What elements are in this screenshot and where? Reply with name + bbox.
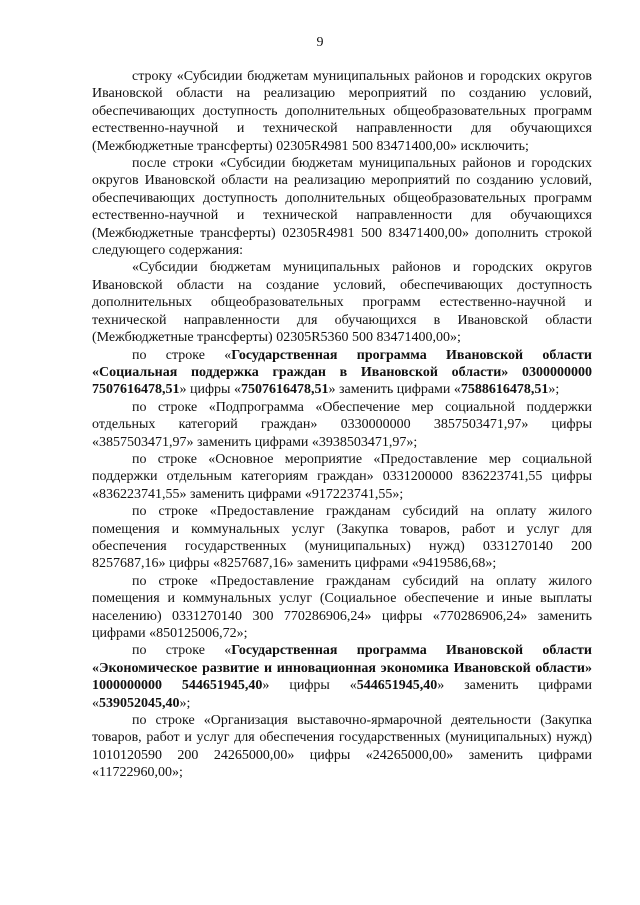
- text-run: по строке «Организация выставочно-ярмарочной деятельности (Закупка товаров, работ и услуг для обеспечения государственных (муниципальных) нужд) 1010120590 200 24265000,00» цифры «24265000,00» заменить цифрами «11722960,00»;: [92, 713, 592, 781]
- paragraph: [92, 68, 592, 155]
- text-run: »;: [548, 382, 560, 398]
- text-run: по строке «Предоставление гражданам субсидий на оплату жилого помещения и коммунальных услуг (Закупка товаров, работ и услуг для обеспечения государственных (муниципальных) нужд) 0331270140 200 8257687,16» цифры «8257687,16» заменить цифрами «9419586,68»;: [92, 504, 592, 572]
- text-run: » цифры «: [262, 678, 357, 694]
- paragraph: [92, 399, 592, 451]
- text-run: по строке «: [132, 643, 232, 659]
- paragraph: [92, 573, 592, 643]
- bold-text-run: 544651945,40: [356, 678, 438, 694]
- text-run: по строке «Предоставление гражданам субсидий на оплату жилого помещения и коммунальных услуг (Социальное обеспечение и иные выплаты населению) 0331270140 300 770286906,24» цифры «770286906,24» заменить цифрами «850125006,72»;: [92, 573, 592, 641]
- document-body: [92, 68, 592, 782]
- bold-text-run: 7588616478,51: [460, 382, 549, 398]
- paragraph: [92, 712, 592, 782]
- text-run: »;: [179, 695, 191, 711]
- page-number: 9: [316, 35, 324, 50]
- text-run: » заменить цифрами «: [92, 678, 592, 711]
- bold-text-run: 7507616478,51: [240, 382, 329, 398]
- text-run: по строке «: [132, 347, 232, 363]
- text-run: » заменить цифрами «: [328, 382, 461, 398]
- text-run: «Субсидии бюджетам муниципальных районов и городских округов Ивановской области на создание условий, обеспечивающих доступность дополнительных общеобразовательных программ естественно-научной и технической направленности для обучающихся в Ивановской области (Межбюджетные трансферты) 02305R5360 500 83471400,00»;: [92, 260, 592, 346]
- bold-text-run: Государственная программа Ивановской области «Социальная поддержка граждан в Ивановской области» 0300000000 7507616478,51: [92, 347, 592, 398]
- paragraph: [92, 642, 592, 712]
- paragraph: [92, 347, 592, 399]
- bold-text-run: 539052045,40: [99, 695, 180, 711]
- text-run: строку «Субсидии бюджетам муниципальных районов и городских округов Ивановской области на реализацию мероприятий по созданию условий, обеспечивающих доступность дополнительных общеобразовательных программ естественно-научной и технической направленности для обучающихся (Межбюджетные трансферты) 02305R4981 500 83471400,00» исключить;: [92, 69, 592, 154]
- paragraph: [92, 259, 592, 346]
- paragraph: [92, 451, 592, 503]
- text-run: по строке «Подпрограмма «Обеспечение мер социальной поддержки отдельных категорий граждан» 0330000000 3857503471,97» цифры «3857503471,97» заменить цифрами «3938503471,97»;: [92, 399, 592, 450]
- text-run: » цифры «: [179, 382, 241, 398]
- bold-text-run: Государственная программа Ивановской области «Экономическое развитие и инновационная экономика Ивановской области» 1000000000 544651945,40: [92, 643, 592, 694]
- paragraph: [92, 503, 592, 573]
- text-run: по строке «Основное мероприятие «Предоставление мер социальной поддержки отдельным категориям граждан» 0331200000 836223741,55 цифры «836223741,55» заменить цифрами «917223741,55»;: [92, 451, 592, 502]
- text-run: после строки «Субсидии бюджетам муниципальных районов и городских округов Ивановской области на реализацию мероприятий по созданию условий, обеспечивающих доступность дополнительных общеобразовательных программ естественно-научной и технической направленности для обучающихся (Межбюджетные трансферты) 02305R4981 500 83471400,00» дополнить строкой следующего содержания:: [92, 156, 592, 259]
- paragraph: [92, 155, 592, 259]
